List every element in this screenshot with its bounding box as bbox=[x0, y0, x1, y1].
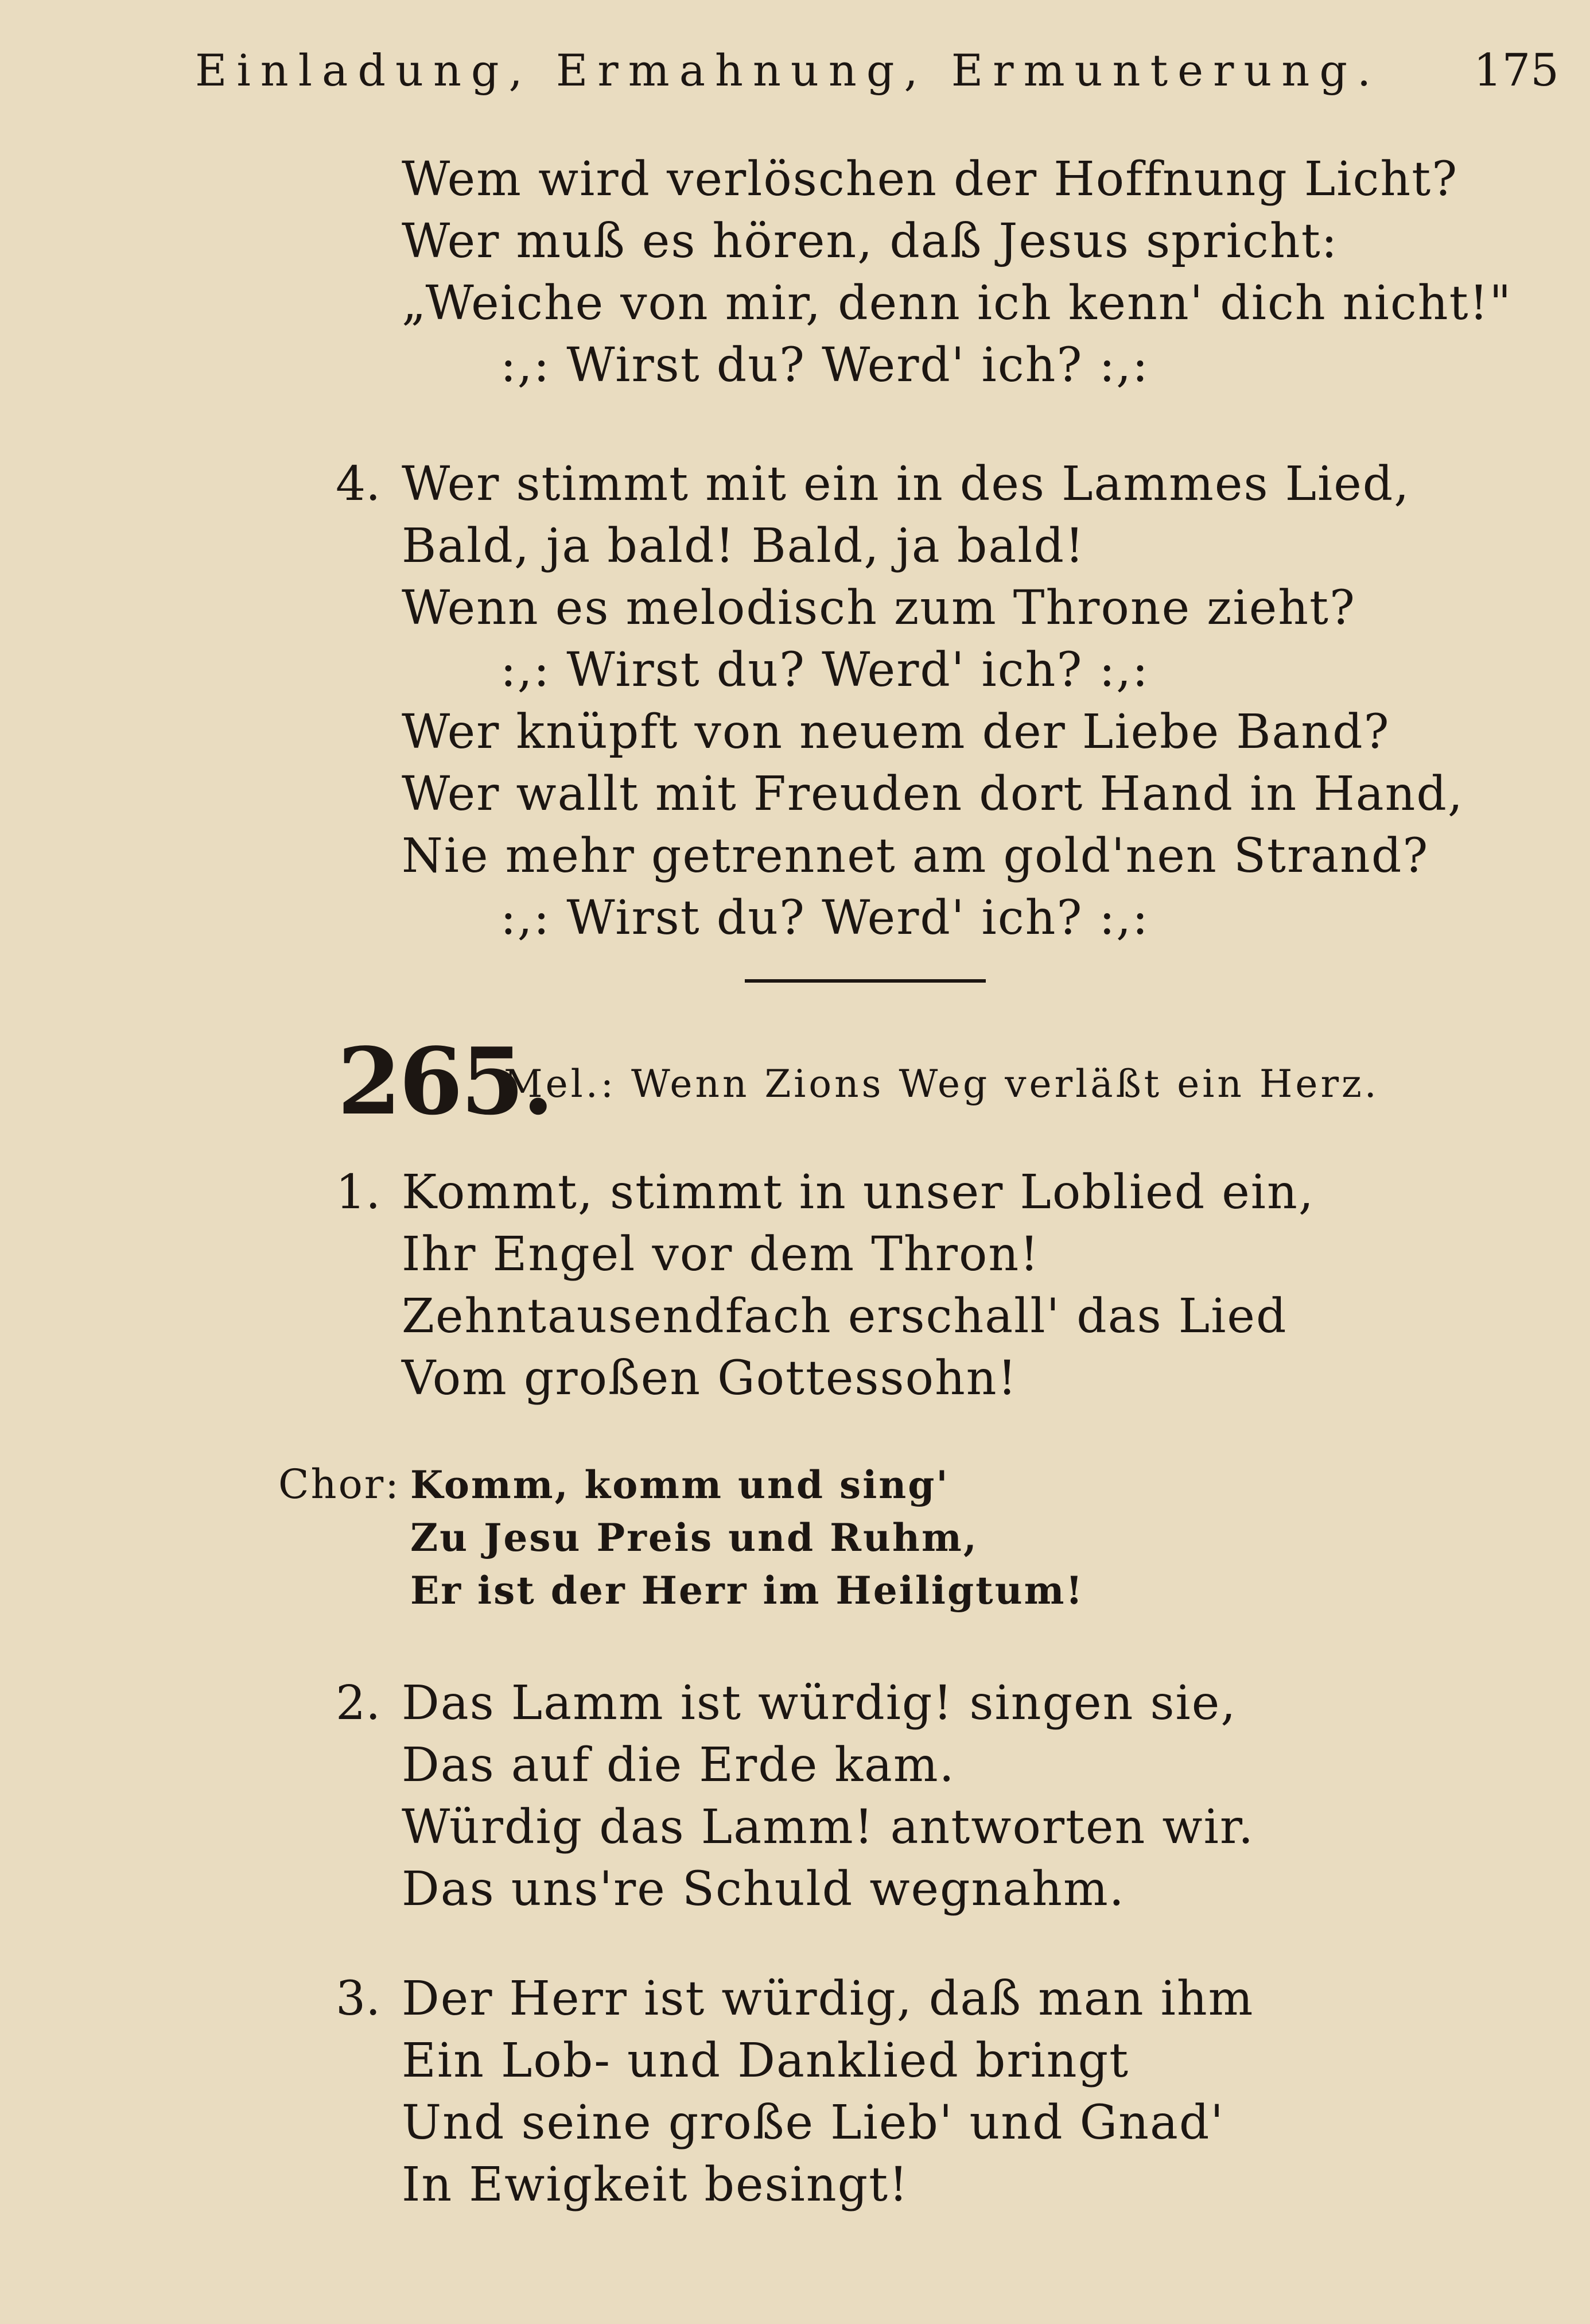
verse-number: 4. bbox=[336, 457, 381, 511]
verse-line: Vom großen Gottessohn! bbox=[402, 1351, 1018, 1406]
chorus-line: Komm, komm und sing' bbox=[410, 1462, 950, 1507]
verse-number: 2. bbox=[336, 1676, 381, 1731]
stanza-line: Bald, ja bald! Bald, ja bald! bbox=[402, 519, 1085, 573]
verse-line: Ein Lob- und Danklied bringt bbox=[402, 2034, 1130, 2088]
page-number: 175 bbox=[1474, 45, 1559, 96]
melody-reference: Mel.: Wenn Zions Weg verläßt ein Herz. bbox=[504, 1062, 1379, 1106]
stanza-line: Wer muß es hören, daß Jesus spricht: bbox=[402, 214, 1339, 269]
hymn-number: 265. bbox=[337, 1027, 552, 1135]
verse-line: Und seine große Lieb' und Gnad' bbox=[402, 2096, 1224, 2150]
stanza-line: Wem wird verlöschen der Hoffnung Licht? bbox=[402, 152, 1459, 207]
refrain-line: :,: Wirst du? Werd' ich? :,: bbox=[500, 338, 1149, 393]
verse-line: Zehntausendfach erschall' das Lied bbox=[402, 1289, 1288, 1344]
stanza-line: Wer wallt mit Freuden dort Hand in Hand, bbox=[402, 767, 1464, 821]
refrain-line: :,: Wirst du? Werd' ich? :,: bbox=[500, 891, 1149, 945]
stanza-line: „Weiche von mir, denn ich kenn' dich nicht!" bbox=[402, 276, 1513, 331]
stanza-line: Nie mehr getrennet am gold'nen Strand? bbox=[402, 829, 1429, 883]
chorus-label: Chor: bbox=[278, 1461, 401, 1508]
verse-line: Der Herr ist würdig, daß man ihm bbox=[402, 1972, 1254, 2026]
verse-line: Das auf die Erde kam. bbox=[402, 1738, 955, 1793]
stanza-line: Wer knüpft von neuem der Liebe Band? bbox=[402, 705, 1390, 759]
verse-line: Das uns're Schuld wegnahm. bbox=[402, 1862, 1125, 1916]
verse-number: 3. bbox=[336, 1972, 381, 2026]
verse-line: Kommt, stimmt in unser Loblied ein, bbox=[402, 1165, 1315, 1220]
verse-number: 1. bbox=[336, 1165, 381, 1220]
chorus-line: Er ist der Herr im Heiligtum! bbox=[410, 1568, 1084, 1613]
verse-line: In Ewigkeit besingt! bbox=[402, 2158, 909, 2212]
section-divider bbox=[745, 979, 986, 983]
verse-line: Ihr Engel vor dem Thron! bbox=[402, 1227, 1040, 1282]
verse-line: Das Lamm ist würdig! singen sie, bbox=[402, 1676, 1237, 1731]
refrain-line: :,: Wirst du? Werd' ich? :,: bbox=[500, 643, 1149, 697]
chorus-line: Zu Jesu Preis und Ruhm, bbox=[410, 1515, 978, 1560]
verse-line: Würdig das Lamm! antworten wir. bbox=[402, 1800, 1255, 1854]
stanza-line: Wenn es melodisch zum Throne zieht? bbox=[402, 581, 1356, 635]
running-header-title: Einladung, Ermahnung, Ermunterung. bbox=[195, 45, 1381, 96]
stanza-line: Wer stimmt mit ein in des Lammes Lied, bbox=[402, 457, 1410, 511]
